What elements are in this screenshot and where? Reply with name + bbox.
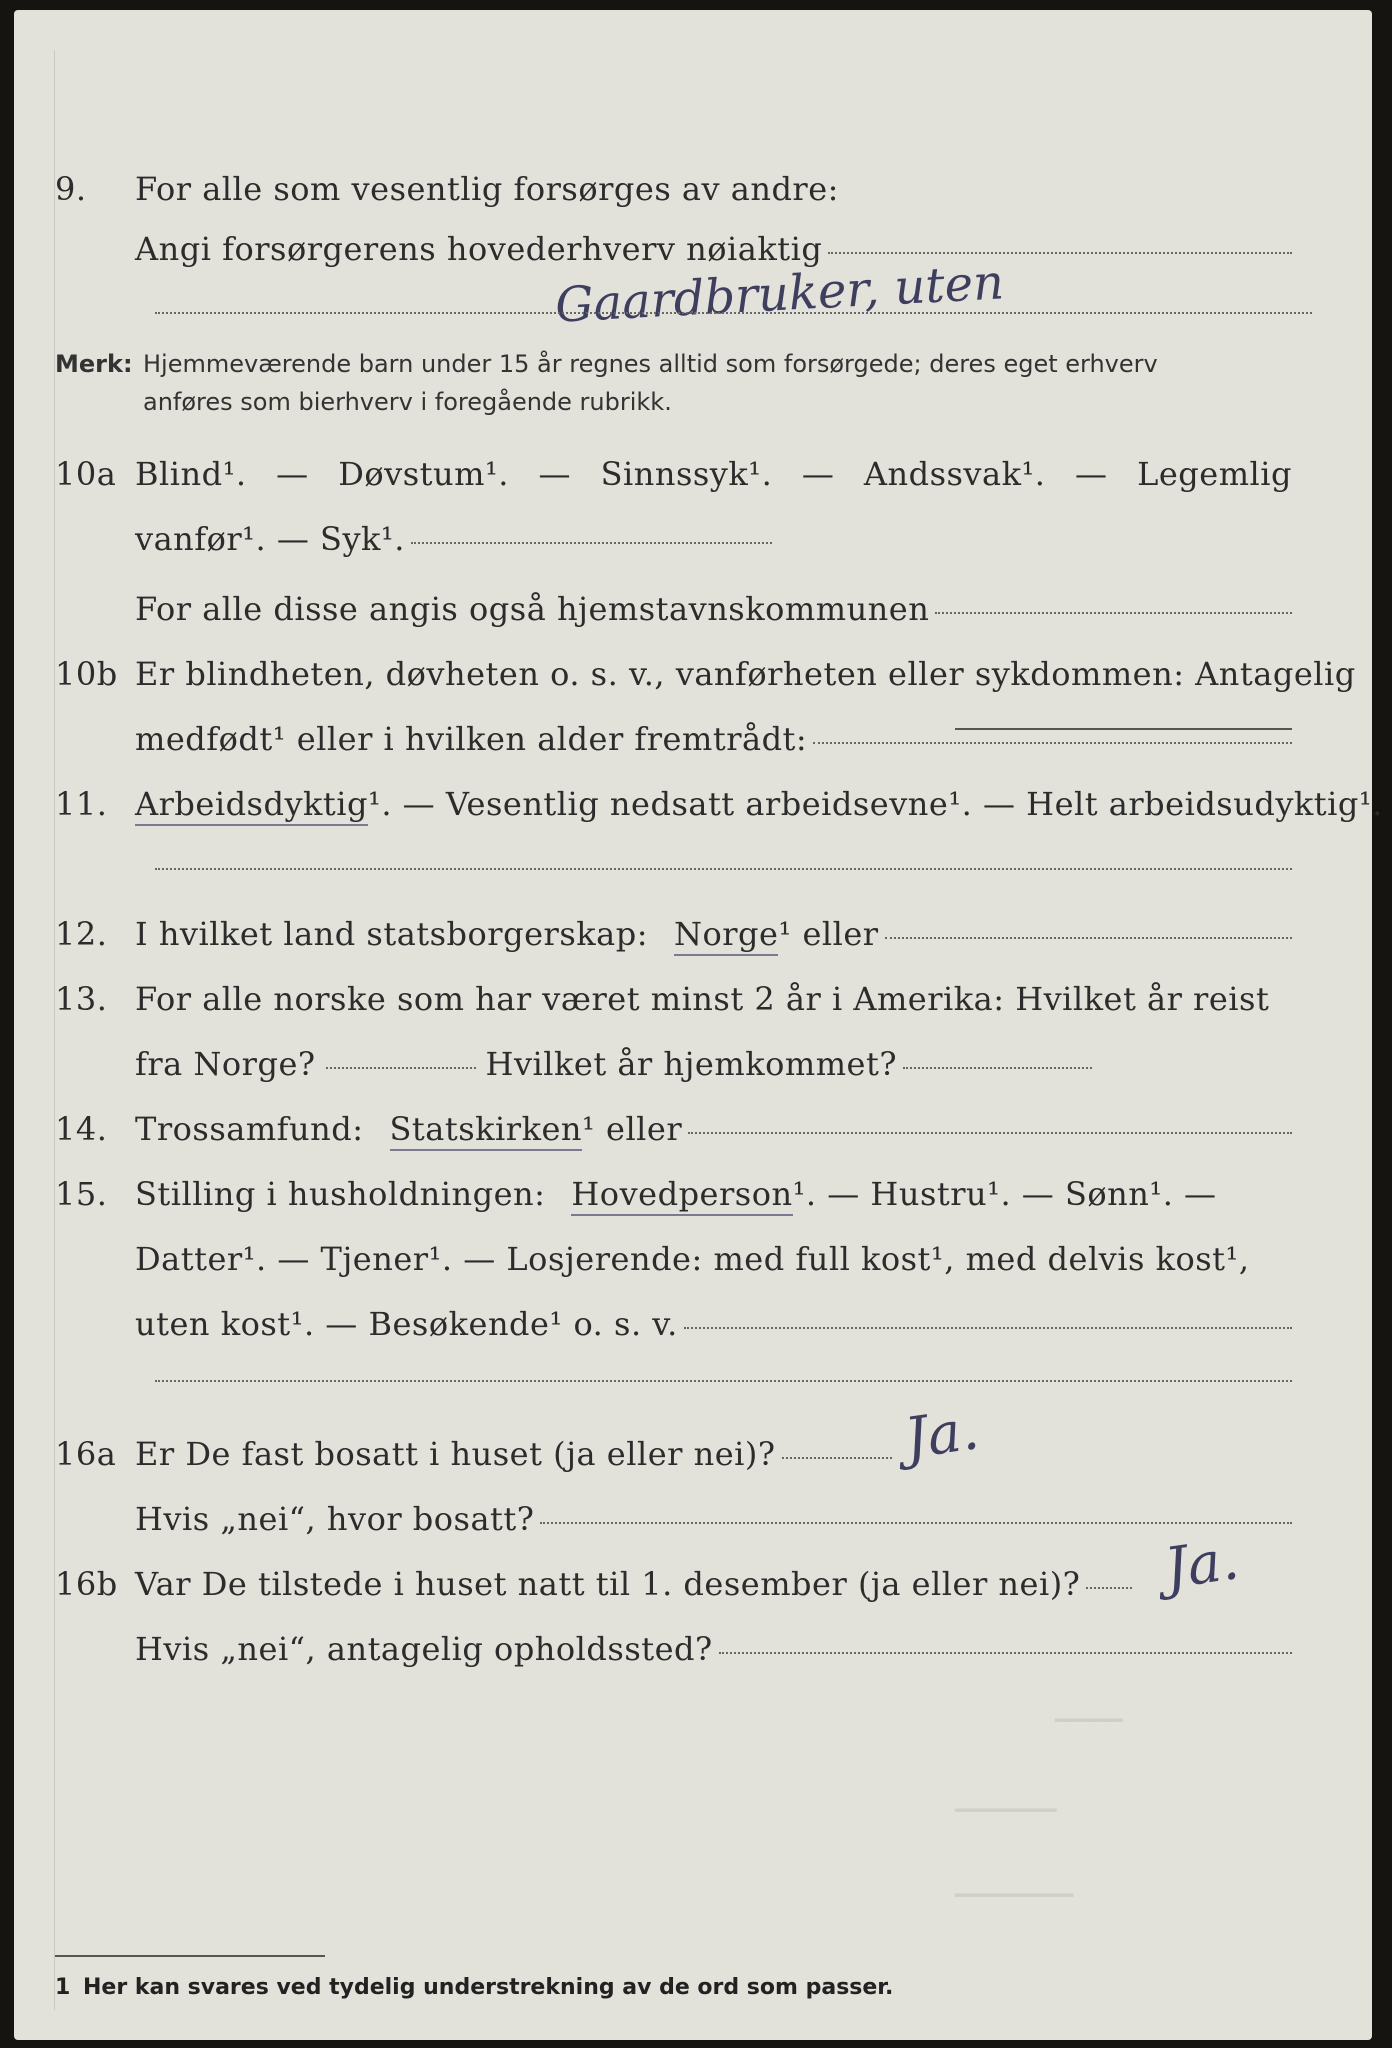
q15-hovedperson-underlined: Hovedperson — [571, 1175, 792, 1216]
q10b-answer-line — [813, 742, 1292, 744]
q14-number: 14. — [55, 1110, 108, 1148]
q9-answer-line2 — [155, 312, 1312, 314]
merk-line2: anføres som bierhverv i foregående rubrikk. — [143, 388, 672, 416]
q10a-dovstum: Døvstum¹. — [338, 455, 509, 493]
q13-question: For alle norske som har været minst 2 år i Amerika: Hvilket år reist — [135, 980, 1270, 1018]
q10a-sinnssyk: Sinnssyk¹. — [600, 455, 773, 493]
q11-number: 11. — [55, 785, 108, 823]
q11-arbeidsdyktig-underlined: Arbeidsdyktig — [135, 785, 368, 826]
q11-answer-line — [155, 868, 1292, 870]
q15-line3: uten kost¹. — Besøkende¹ o. s. v. — [135, 1305, 678, 1343]
q10b-medfodt: medfødt¹ eller i hvilken alder fremtrådt: — [135, 720, 808, 758]
q15-answer-line — [684, 1327, 1292, 1329]
q14-answer-line — [688, 1132, 1292, 1134]
bleed-through-mark: ▔▔▔▔▔▔ — [955, 1810, 1057, 1835]
q16a-number: 16a — [55, 1435, 117, 1473]
footnote-rule — [55, 1955, 325, 1957]
q10a-number: 10a — [55, 455, 117, 493]
q13-number: 13. — [55, 980, 108, 1018]
form-page — [14, 10, 1383, 2040]
footnote-text: Her kan svares ved tydelig understrekning av de ord som passer. — [83, 1975, 894, 2000]
q16a-answer-line — [782, 1457, 892, 1459]
form-body — [54, 50, 1383, 2010]
q9-question: For alle som vesentlig forsørges av andre: — [135, 170, 839, 208]
q16b-hvis-nei: Hvis „nei“, antagelig opholdssted? — [135, 1630, 713, 1668]
q14-sup: ¹ — [582, 1110, 596, 1148]
q9-handwritten-answer: Gaardbruker, uten — [553, 254, 1006, 334]
q10a-dash4: — — [1075, 455, 1108, 493]
q15-answer-line2 — [155, 1380, 1292, 1382]
q13-hjemkommet-line — [903, 1067, 1092, 1069]
merk-label: Merk: — [55, 350, 133, 378]
q12-eller: eller — [802, 915, 879, 953]
q9-provider-label: Angi forsørgerens hovederhverv nøiaktig — [135, 230, 823, 268]
q16a-question: Er De fast bosatt i huset (ja eller nei)? — [135, 1435, 776, 1473]
q16a-bosatt-line — [540, 1522, 1292, 1524]
q10a-dash3: — — [801, 455, 835, 493]
q11-sup: ¹ — [368, 785, 382, 823]
q10a-answer-line — [411, 542, 772, 544]
bleed-through-mark: ▔▔▔▔ — [1055, 1720, 1123, 1745]
q14-label: Trossamfund: — [135, 1110, 364, 1148]
q9-number: 9. — [55, 170, 87, 208]
q16a-handwritten-answer: Ja. — [900, 1397, 983, 1472]
q15-rest: ¹. — Hustru¹. — Sønn¹. — — [792, 1175, 1217, 1213]
q12-sup: ¹ — [778, 915, 792, 953]
q10a-dash2: — — [538, 455, 571, 493]
q12-label: I hvilket land statsborgerskap: — [135, 915, 648, 953]
q12-norge-underlined: Norge — [674, 915, 778, 956]
q16b-number: 16b — [55, 1565, 118, 1603]
q11-rest: . — Vesentlig nedsatt arbeidsevne¹. — Helt arbeidsudyktig¹. — [381, 785, 1383, 823]
q10b-question: Er blindheten, døvheten o. s. v., vanførheten eller sykdommen: Antagelig — [135, 655, 1356, 693]
q10a-legemlig: Legemlig — [1137, 455, 1292, 493]
q15-label: Stilling i husholdningen: — [135, 1175, 546, 1213]
q13-hjemkommet-label: Hvilket år hjemkommet? — [485, 1045, 897, 1083]
q14-eller: eller — [606, 1110, 683, 1148]
q13-reist-line — [326, 1067, 476, 1069]
q10a-andssvak: Andssvak¹. — [863, 455, 1046, 493]
q12-answer-line — [885, 937, 1292, 939]
q15-number: 15. — [55, 1175, 108, 1213]
q16b-question: Var De tilstede i huset natt til 1. desember (ja eller nei)? — [135, 1565, 1081, 1603]
q16b-handwritten-answer: Ja. — [1160, 1527, 1243, 1602]
q12-number: 12. — [55, 915, 108, 953]
q16a-hvis-nei: Hvis „nei“, hvor bosatt? — [135, 1500, 535, 1538]
q10a-hjemstavn: For alle disse angis også hjemstavnskommunen — [135, 590, 930, 628]
q16b-opholdssted-line — [719, 1652, 1292, 1654]
q16b-answer-line — [1086, 1587, 1132, 1589]
q10a-vanfor-syk: vanfør¹. — Syk¹. — [135, 520, 405, 558]
bleed-through-mark: ▔▔▔▔▔▔▔ — [955, 1895, 1074, 1920]
q15-line2: Datter¹. — Tjener¹. — Losjerende: med full kost¹, med delvis kost¹, — [135, 1240, 1250, 1278]
q9-answer-line — [828, 252, 1292, 254]
merk-line1: Hjemmeværende barn under 15 år regnes alltid som forsørgede; deres eget erhverv — [143, 350, 1158, 378]
q13-reist-label: fra Norge? — [135, 1045, 316, 1083]
q10a-hjemstavn-line — [935, 612, 1292, 614]
q10b-number: 10b — [55, 655, 118, 693]
q10a-dash1: — — [276, 455, 309, 493]
q10a-blind: Blind¹. — [135, 455, 247, 493]
q10b-solid-line — [955, 728, 1292, 730]
q14-statskirken-underlined: Statskirken — [390, 1110, 583, 1151]
footnote-mark: 1 — [55, 1975, 71, 2000]
